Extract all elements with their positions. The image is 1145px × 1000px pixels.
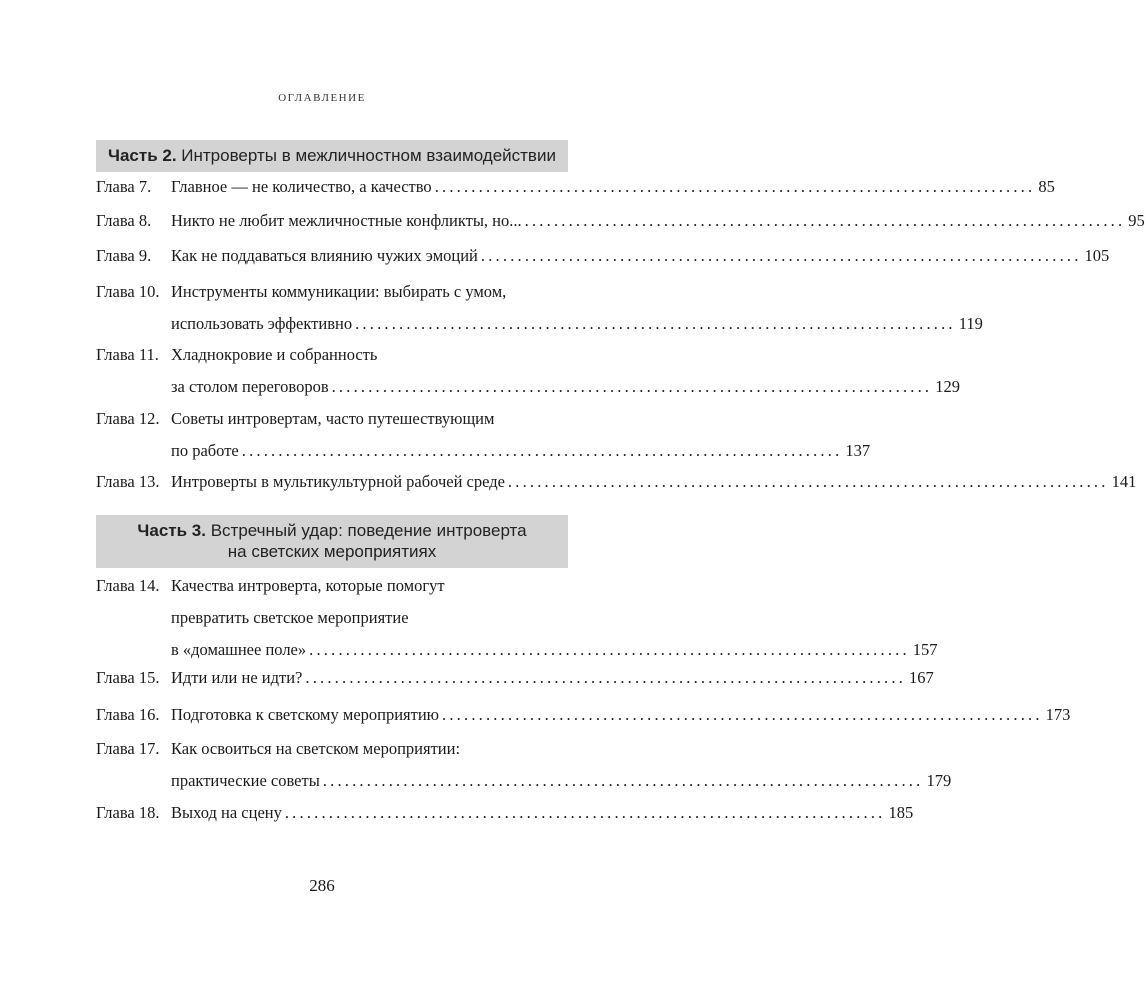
dot-leader: .................................................................................. [309, 640, 910, 659]
chapter-title-line: Советы интровертам, часто путешествующим [171, 409, 495, 428]
page-number: 85 [1038, 177, 1055, 196]
page-number: 105 [1084, 246, 1110, 265]
toc-entry-chapter-10[interactable] [96, 276, 983, 340]
toc-entry-chapter-8[interactable] [96, 205, 1145, 237]
dot-leader: .................................................................................. [434, 177, 1036, 196]
part-2-label: Часть 2. [108, 146, 177, 165]
toc-entry-chapter-18[interactable] [96, 797, 914, 829]
chapter-title: Никто не любит межличностные конфликты, но... [171, 211, 522, 230]
chapter-title-line: превратить светское мероприятие [171, 608, 409, 627]
part-3-label: Часть 3. [137, 521, 206, 540]
page-number: 95 [1128, 211, 1145, 230]
toc-entry-chapter-13[interactable] [96, 466, 1137, 498]
chapter-number: Глава 16. [96, 705, 160, 724]
toc-entry-chapter-11[interactable] [96, 339, 961, 403]
chapter-title: по работе [171, 441, 239, 460]
page-number: 129 [935, 377, 961, 396]
part-3-header [96, 515, 568, 568]
page-number: 141 [1111, 472, 1137, 491]
page-number: 137 [845, 441, 871, 460]
toc-entry-chapter-15[interactable] [96, 662, 934, 694]
chapter-number: Глава 14. [96, 576, 160, 595]
dot-leader: .................................................................................. [507, 472, 1109, 491]
dot-leader: .................................................................................. [524, 211, 1126, 230]
page-number: 173 [1045, 705, 1071, 724]
chapter-number: Глава 13. [96, 472, 160, 491]
page-number: 167 [909, 668, 934, 687]
part-2-title: Интроверты в межличностном взаимодействии [181, 146, 556, 165]
toc-entry-chapter-16[interactable] [96, 699, 1071, 731]
dot-leader: .................................................................................. [331, 377, 933, 396]
toc-entry-chapter-12[interactable] [96, 403, 871, 467]
page-number: 185 [888, 803, 914, 822]
page-number: 119 [958, 314, 983, 333]
chapter-number: Глава 7. [96, 177, 152, 196]
chapter-title: практические советы [171, 771, 320, 790]
dot-leader: .................................................................................. [480, 246, 1082, 265]
chapter-number: Глава 18. [96, 803, 160, 822]
chapter-number: Глава 9. [96, 246, 152, 265]
chapter-number: Глава 12. [96, 409, 160, 428]
chapter-title: за столом переговоров [171, 377, 329, 396]
part-2-header [96, 140, 568, 172]
dot-leader: .................................................................................. [322, 771, 924, 790]
chapter-title: в «домашнее поле» [171, 640, 307, 659]
chapter-number: Глава 10. [96, 282, 160, 301]
chapter-title-line: Инструменты коммуникации: выбирать с умом, [171, 282, 507, 301]
chapter-number: Глава 15. [96, 668, 160, 687]
chapter-number: Глава 11. [96, 345, 159, 364]
toc-entry-chapter-14[interactable] [96, 570, 938, 666]
part-3-title-line-2: на светских мероприятиях [227, 542, 437, 561]
running-head: ОГЛАВЛЕНИЕ [278, 92, 366, 104]
dot-leader: .................................................................................. [241, 441, 843, 460]
toc-entry-chapter-9[interactable] [96, 240, 1110, 272]
chapter-title: Идти или не идти? [171, 668, 303, 687]
chapter-title: Выход на сцену [171, 803, 282, 822]
toc-entry-chapter-7[interactable] [96, 171, 1055, 203]
page-folio: 286 [309, 876, 335, 895]
chapter-title: использовать эффективно [171, 314, 353, 333]
chapter-number: Глава 17. [96, 739, 160, 758]
chapter-title: Как не поддаваться влиянию чужих эмоций [171, 246, 478, 265]
chapter-number: Глава 8. [96, 211, 152, 230]
chapter-title-line: Хладнокровие и собранность [171, 345, 378, 364]
dot-leader: .................................................................................. [442, 705, 1043, 724]
chapter-title: Подготовка к светскому мероприятию [171, 705, 440, 724]
chapter-title-line: Качества интроверта, которые помогут [171, 576, 445, 595]
page-number: 179 [926, 771, 952, 790]
dot-leader: .................................................................................. [284, 803, 886, 822]
part-3-title-line-1: Встречный удар: поведение интроверта [210, 521, 527, 540]
chapter-title: Интроверты в мультикультурной рабочей среде [171, 472, 505, 491]
toc-entry-chapter-17[interactable] [96, 733, 952, 797]
dot-leader: .................................................................................. [305, 668, 907, 687]
chapter-title: Главное — не количество, а качество [171, 177, 432, 196]
chapter-title-line: Как освоиться на светском мероприятии: [171, 739, 461, 758]
dot-leader: .................................................................................. [355, 314, 956, 333]
page-number: 157 [912, 640, 938, 659]
